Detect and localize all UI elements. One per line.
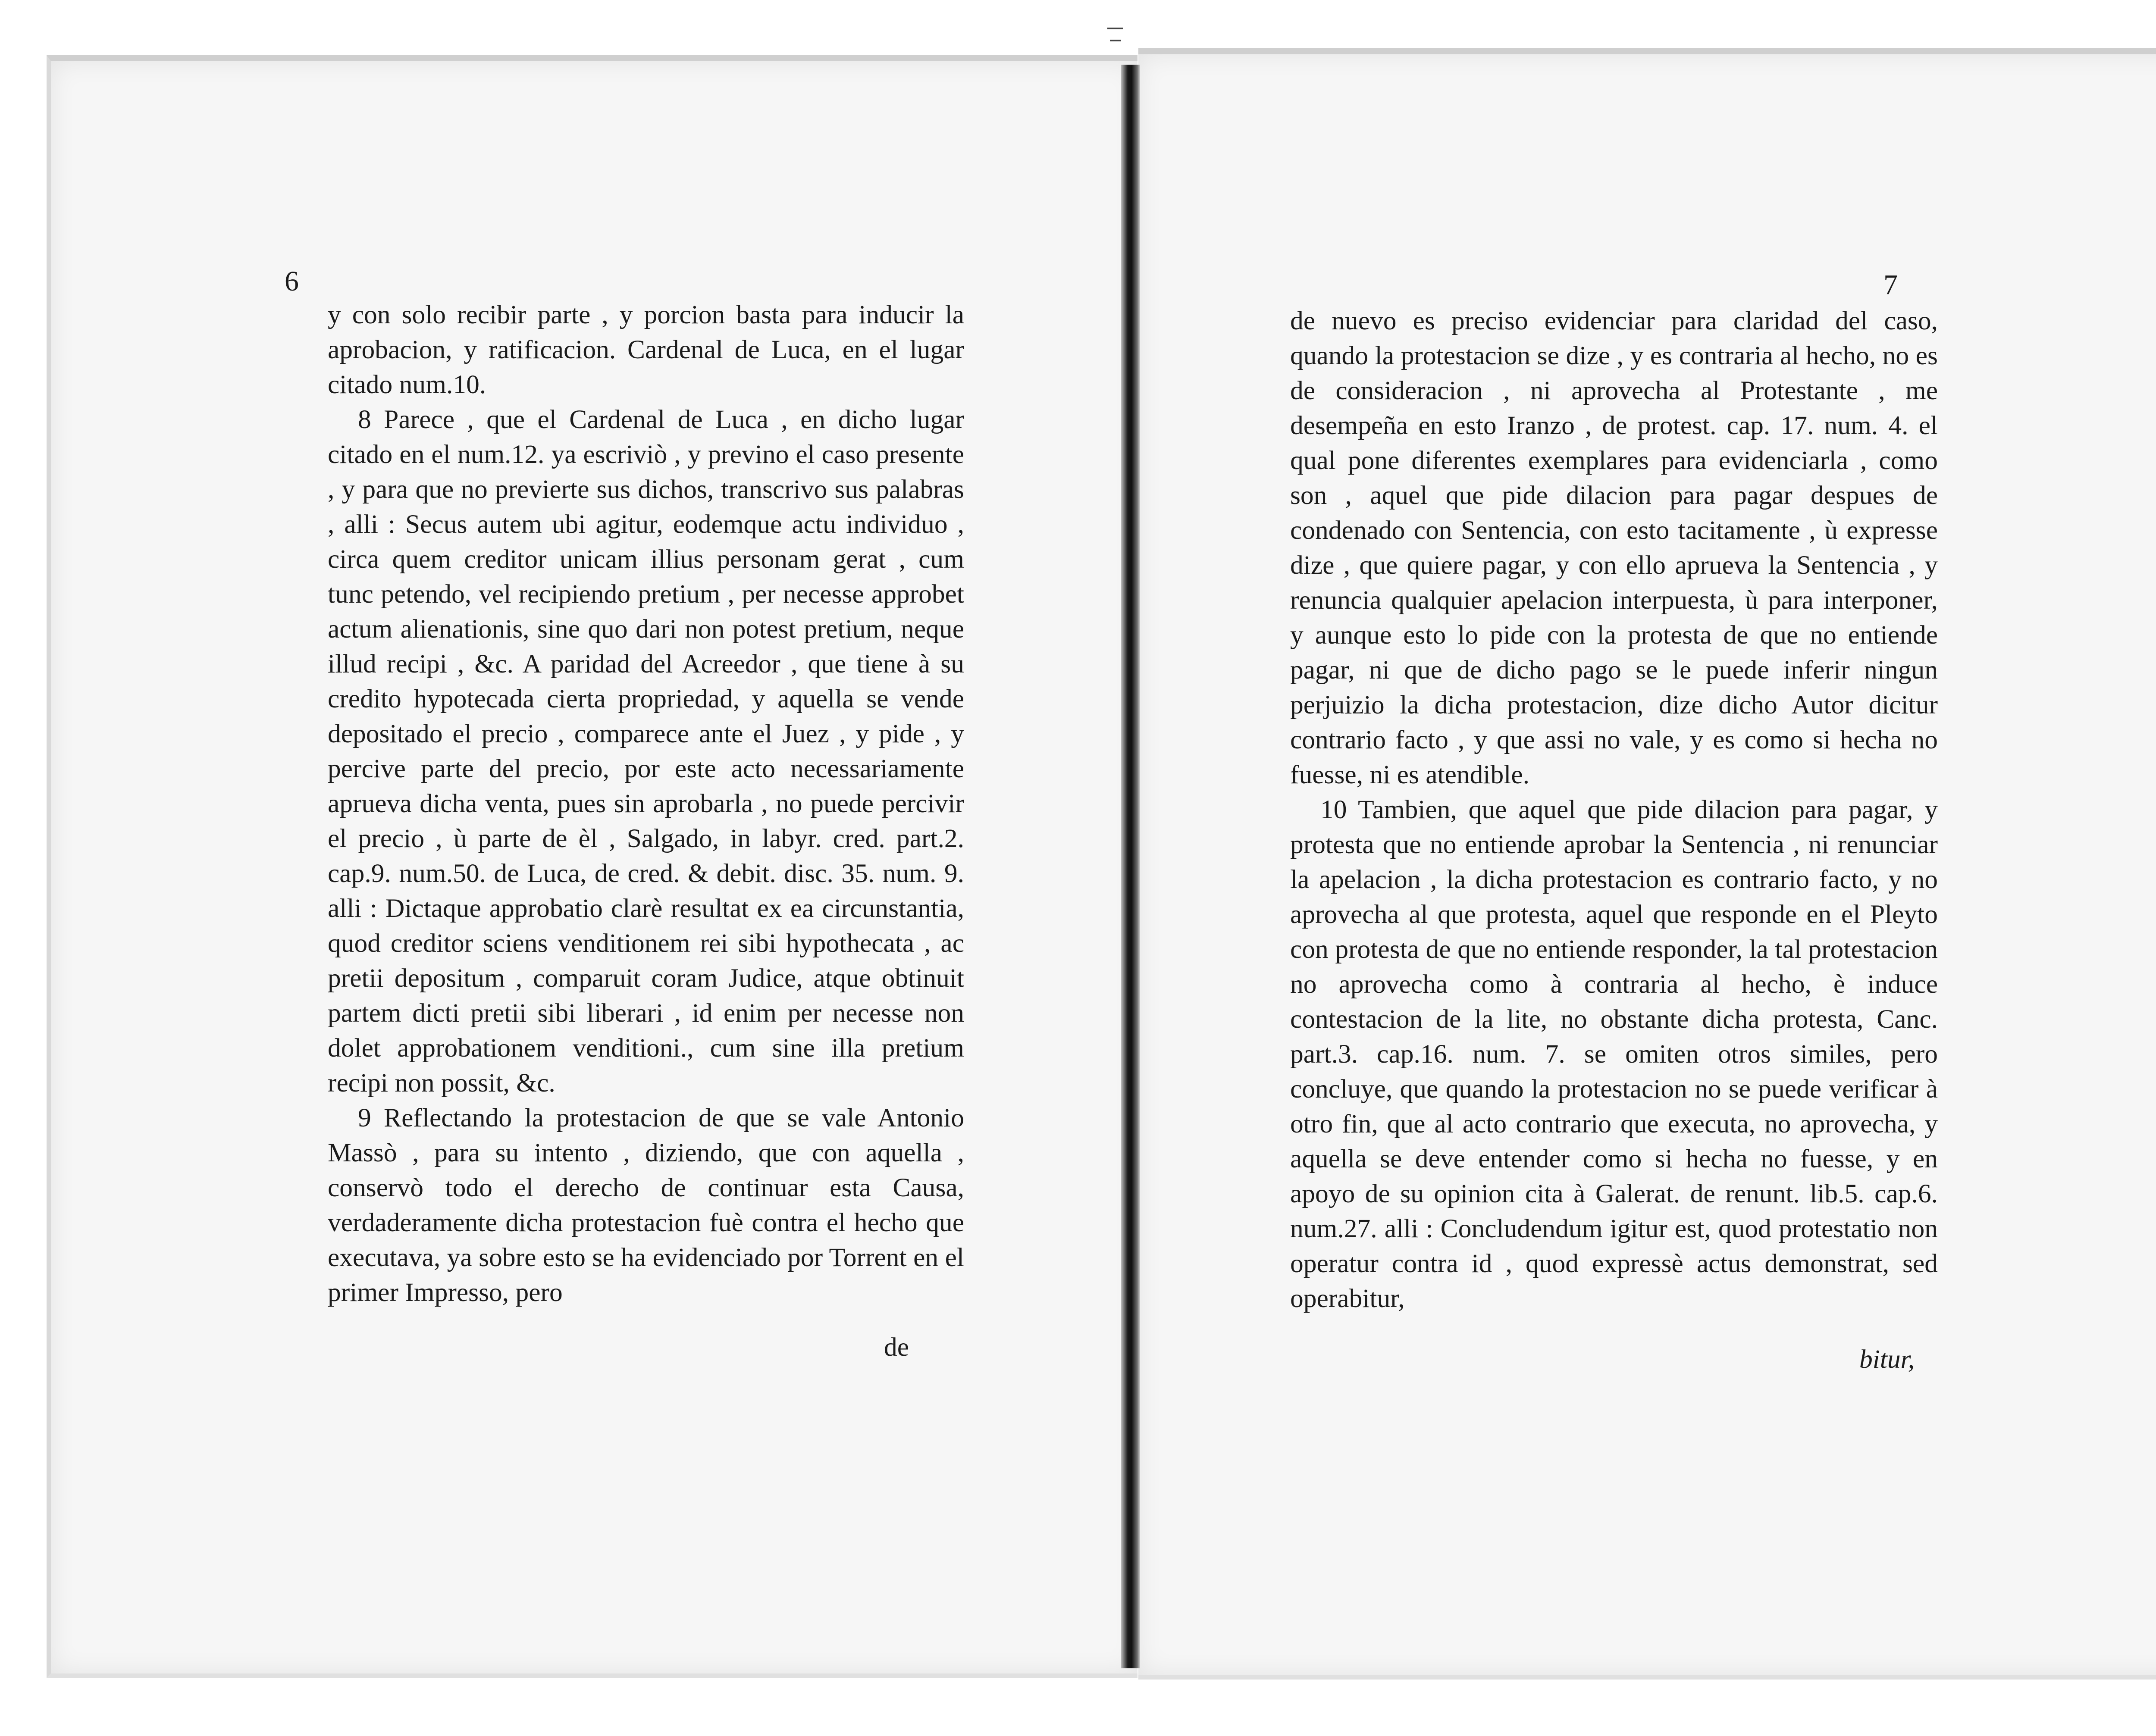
paragraph: 8 Parece , que el Cardenal de Luca , en dicho lugar citado en el num.12. ya escriviò , y previno el caso presente , y para que no previerte sus dichos, transcrivo sus palabras , alli : Secus autem ubi agitur, eodemque actu individuo , circa quem creditor unicam illius personam gerat , cum tunc petendo, vel recipiendo pretium , per necesse approbet actum alienationis, sine quo dari non potest pretium, neque illud recipi , &c. A paridad del Acreedor , que tiene à su credito hypotecada cierta propriedad, y aquella se vende depositado el precio , comparece ante el Juez , y pide , y percive parte del precio, por este acto necessariamente aprueva dicha venta, pues sin aprobarla , no puede percivir el precio , ù parte de èl , Salgado, in labyr. cred. part.2. cap.9. num.50. de Luca, de cred. & debit. disc. 35. num. 9. alli : Dictaque approbatio clarè resultat ex ea circunstantia, quod creditor sciens venditionem rei sibi hypothecata , ac pretii depositum , comparuit coram Judice, atque obtinuit partem dicti pretii sibi liberari , id enim per necesse non dolet approbationem venditioni., cum sine illa pretium recipi non possit, &c.: [328, 405, 964, 1098]
paragraph: y con solo recibir parte , y porcion basta para inducir la aprobacion, y ratificacion. Cardenal de Luca, en el lugar citado num.10.: [328, 300, 964, 399]
left-page-text: [328, 297, 964, 1310]
catchword-left: de: [884, 1332, 909, 1362]
paragraph: 9 Reflectando la protestacion de que se vale Antonio Massò , para su intento , diziendo, que con aquella , conservò todo el derecho de continuar esta Causa, verdaderamente dicha protestacion fuè contra el hecho que executava, ya sobre esto se ha evidenciado por Torrent en el primer Impresso, pero: [328, 1103, 964, 1307]
page-number-right: 7: [1883, 269, 1898, 300]
paragraph: de nuevo es preciso evidenciar para claridad del caso, quando la protestacion se dize , y es contraria al hecho, no es de consideracion , ni aprovecha al Protestante , me desempeña en esto Iranzo , de protest. cap. 17. num. 4. el qual pone diferentes exemplares para evidenciarla , como son , aquel que pide dilacion para pagar despues de condenado con Sentencia, con esto tacitamente , ù expresse dize , que quiere pagar, y con ello aprueva la Sentencia , y renuncia qualquier apelacion interpuesta, ù para interponer, y aunque esto lo pide con la protesta de que no entiende pagar, ni que de dicho pago se le puede inferir ningun perjuizio la dicha protestacion, dize dicho Autor dicitur contrario facto , y que assi no vale, y es como si hecha no fuesse, ni es atendible.: [1290, 306, 1938, 789]
scan-mark: [1110, 40, 1121, 41]
catchword-right: bitur,: [1859, 1345, 1915, 1374]
paragraph: 10 Tambien, que aquel que pide dilacion para pagar, y protesta que no entiende aprobar la Sentencia , ni renunciar la apelacion , la dicha protestacion es contrario facto, y no aprovecha al que protesta, aquel que responde en el Pleyto con protesta de que no entiende responder, la tal protestacion no aprovecha como à contraria al hecho, è induce contestacion de la lite, no obstante dicha protesta, Canc. part.3. cap.16. num. 7. se omiten otros similes, pero concluye, que quando la protestacion no se puede verificar à otro fin, que al acto contrario que executa, no aprovecha, y aquella se deve entender como si hecha no fuesse, y en apoyo de su opinion cita à Galerat. de renunt. lib.5. cap.6. num.27. alli : Concludendum igitur est, quod protestatio non operatur contra id , quod expressè actus demonstrat, sed operabitur,: [1290, 795, 1938, 1313]
scan-mark: [1107, 28, 1123, 29]
page-number-left: 6: [285, 266, 299, 297]
right-page-text: [1290, 303, 1938, 1316]
book-gutter: [1121, 65, 1140, 1668]
